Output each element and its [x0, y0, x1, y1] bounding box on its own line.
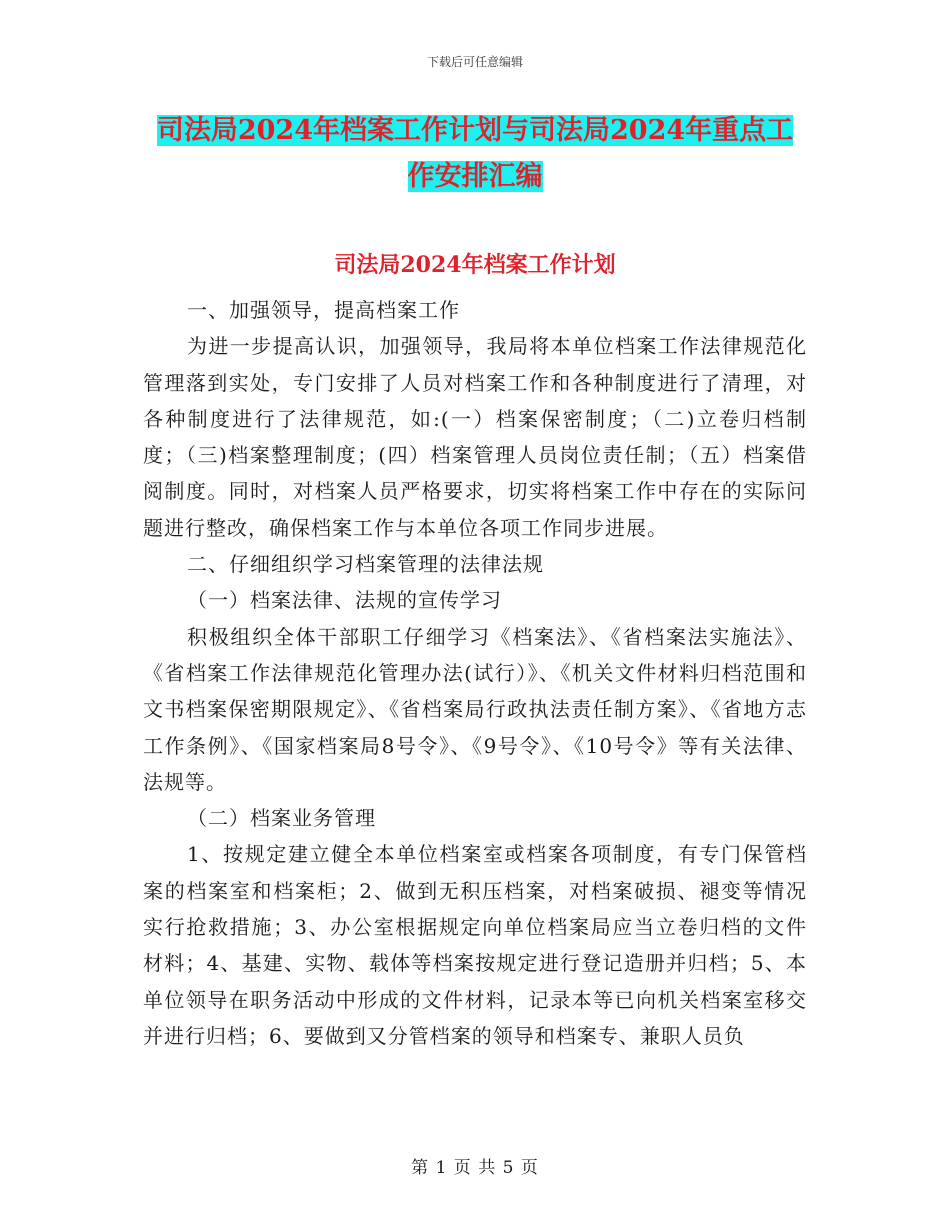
paragraph: 1、按规定建立健全本单位档案室或档案各项制度，有专门保管档案的档案室和档案柜；2、做到无积压档案，对档案破损、褪变等情况实行抢救措施；3、办公室根据规定向单位档案局应当立卷归档的文件材料；4、基建、实物、载体等档案按规定进行登记造册并归档；5、本单位领导在职务活动中形成的文件材料，记录本等已向机关档案室移交并进行归档；6、要做到又分管档案的领导和档案专、兼职人员负 — [143, 842, 807, 1048]
section-title: 司法局2024年档案工作计划 — [334, 252, 616, 278]
page-footer: 第 1 页 共 5 页 — [411, 1158, 539, 1178]
document-title — [140, 108, 810, 200]
document-title-line-2: 作安排汇编 — [407, 161, 543, 192]
document-title-line-1: 司法局2024年档案工作计划与司法局2024年重点工 — [156, 115, 794, 146]
header-note: 下载后可任意编辑 — [426, 55, 523, 69]
heading-1: 一、加强领导，提高档案工作 — [187, 298, 460, 322]
heading-2: 二、仔细组织学习档案管理的法律法规 — [187, 552, 544, 577]
subheading-1: （一）档案法律、法规的宣传学习 — [187, 588, 502, 613]
paragraph: 为进一步提高认识，加强领导，我局将本单位档案工作法律规范化管理落到实处，专门安排了人员对档案工作和各种制度进行了清理，对各种制度进行了法律规范，如:(一）档案保密制度；（二)立卷归档制度；（三)档案整理制度；(四）档案管理人员岗位责任制；（五）档案借阅制度。同时，对档案人员严格要求，切实将档案工作中存在的实际问题进行整改，确保档案工作与本单位各项工作同步进展。 — [143, 334, 807, 540]
subheading-2: （二）档案业务管理 — [187, 806, 376, 831]
document-body — [143, 292, 807, 1054]
paragraph: 积极组织全体干部职工仔细学习《档案法》、《省档案法实施法》、《省档案工作法律规范化管理办法(试行）》、《机关文件材料归档范围和文书档案保密期限规定》、《省档案局行政执法责任制方案》、《省地方志工作条例》、《国家档案局8号令》、《9号令》、《10号令》等有关法律、法规等。 — [143, 624, 807, 794]
